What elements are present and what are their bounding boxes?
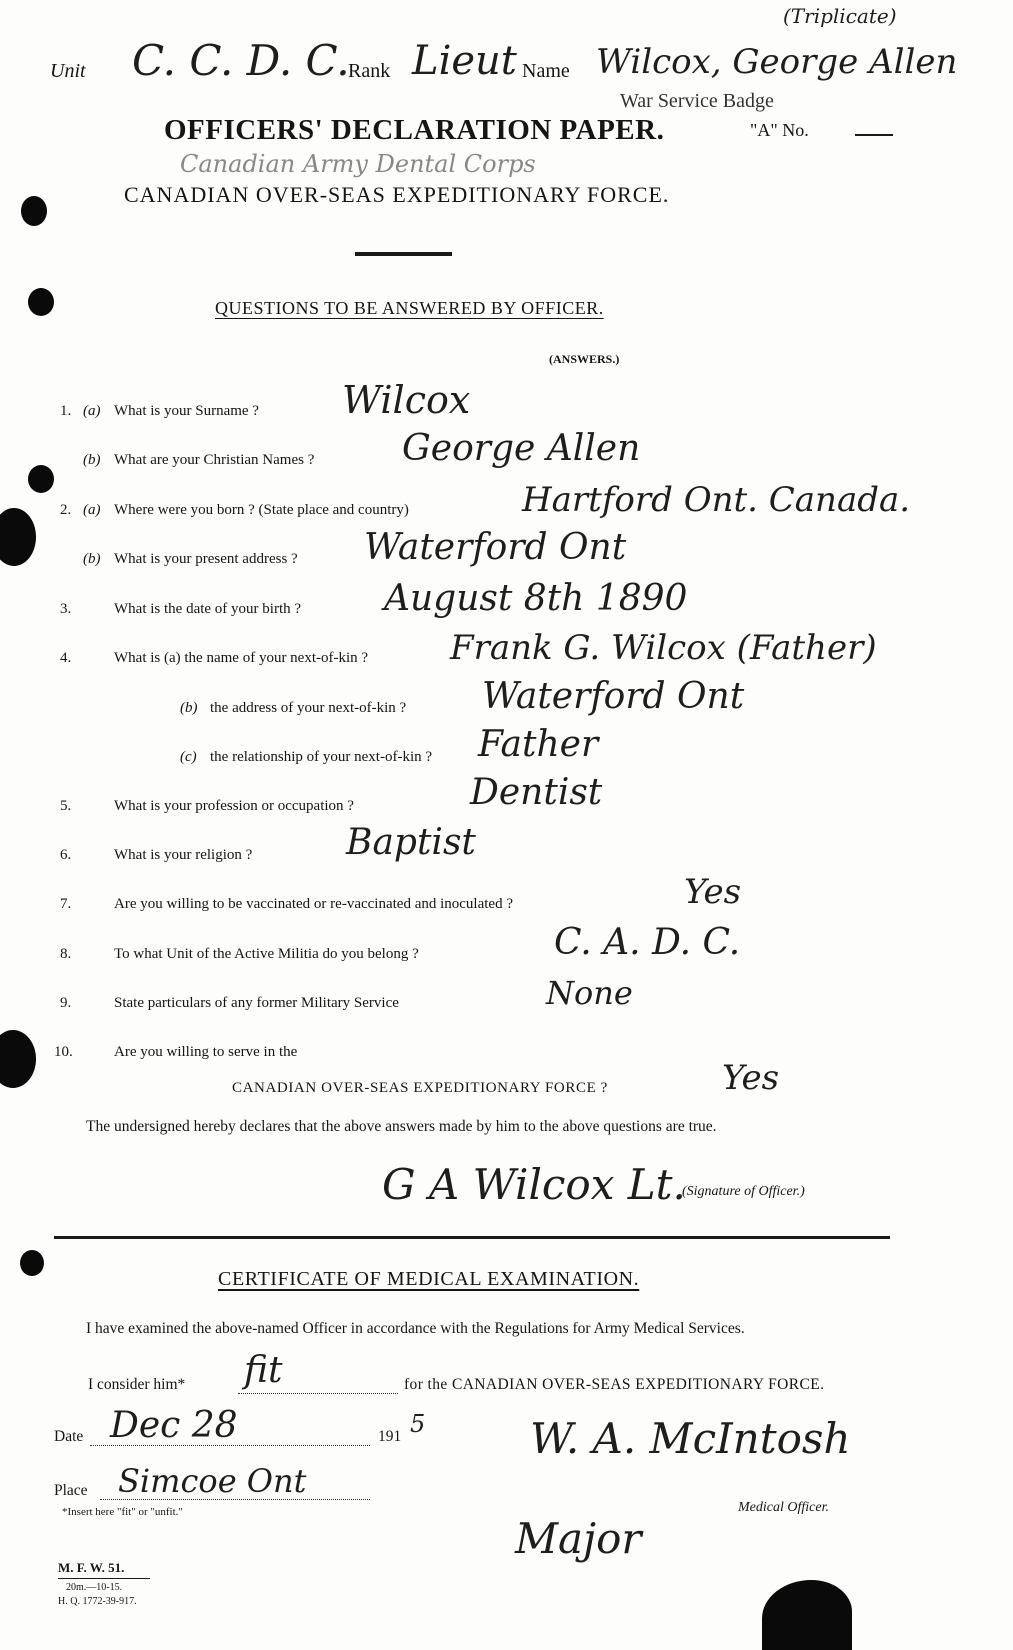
document-subtitle: CANADIAN OVER-SEAS EXPEDITIONARY FORCE. <box>124 182 670 207</box>
question-kin-relationship: the relationship of your next-of-kin ? <box>210 749 433 765</box>
answer-surname: Wilcox <box>342 378 471 422</box>
badge-class-label: "A" No. <box>750 120 809 140</box>
declaration-text: The undersigned hereby declares that the above answers made by him to the above questions are true. <box>86 1118 717 1135</box>
questions-heading: QUESTIONS TO BE ANSWERED BY OFFICER. <box>215 298 604 318</box>
medical-officer-label: Medical Officer. <box>738 1500 829 1515</box>
question-birthplace: Where were you born ? (State place and country) <box>114 502 409 518</box>
medical-text: I have examined the above-named Officer in accordance with the Regulations for Army Medical Services. <box>86 1320 745 1337</box>
question-number: 8. <box>60 946 72 962</box>
consider-label: I consider him* <box>88 1376 186 1393</box>
answer-former-service: None <box>546 974 633 1012</box>
question-number: 3. <box>60 601 72 617</box>
question-number: 5. <box>60 798 72 814</box>
medical-heading: CERTIFICATE OF MEDICAL EXAMINATION. <box>218 1268 640 1290</box>
answer-kin-relationship: Father <box>478 724 599 765</box>
question-number: 6. <box>60 847 72 863</box>
question-religion: What is your religion ? <box>114 847 253 863</box>
punch-hole <box>0 1030 36 1088</box>
question-christian-names: What are your Christian Names ? <box>114 452 315 468</box>
place-label: Place <box>54 1482 88 1499</box>
unit-value: C. C. D. C. <box>132 36 350 85</box>
punch-hole <box>21 196 47 226</box>
date-value: Dec 28 <box>110 1405 238 1446</box>
question-number: 1. <box>60 403 72 419</box>
question-sub: (c) <box>180 749 197 765</box>
triplicate-note: (Triplicate) <box>783 4 897 28</box>
question-birth-date: What is the date of your birth ? <box>114 601 302 617</box>
question-former-service: State particulars of any former Military Service <box>114 995 399 1011</box>
question-sub: (a) <box>83 502 101 518</box>
question-number: 2. <box>60 502 72 518</box>
date-label: Date <box>54 1428 84 1445</box>
medical-officer-rank: Major <box>515 1514 642 1563</box>
question-sub: (b) <box>83 551 101 567</box>
name-label: Name <box>522 60 570 82</box>
year-prefix: 191 <box>378 1428 402 1445</box>
punch-hole <box>20 1250 44 1276</box>
question-number: 7. <box>60 896 72 912</box>
officer-signature: G A Wilcox Lt. <box>382 1160 686 1209</box>
war-service-badge-label: War Service Badge <box>620 90 774 112</box>
question-sub: (b) <box>180 700 198 716</box>
question-present-address: What is your present address ? <box>114 551 298 567</box>
question-militia-unit: To what Unit of the Active Militia do you belong ? <box>114 946 419 962</box>
question-surname: What is your Surname ? <box>114 403 259 419</box>
corps-note: Canadian Army Dental Corps <box>180 150 536 178</box>
answer-next-of-kin: Frank G. Wilcox (Father) <box>450 628 877 668</box>
question-willing-to-serve: Are you willing to serve in the <box>114 1044 298 1060</box>
answer-religion: Baptist <box>346 822 476 863</box>
unit-label: Unit <box>50 60 86 82</box>
question-next-of-kin: What is (a) the name of your next-of-kin ? <box>114 650 369 666</box>
question-number: 9. <box>60 995 72 1011</box>
officer-signature-label: (Signature of Officer.) <box>682 1184 805 1199</box>
question-number: 10. <box>54 1044 73 1060</box>
answer-present-address: Waterford Ont <box>364 527 627 568</box>
question-willing-to-serve-line2: CANADIAN OVER-SEAS EXPEDITIONARY FORCE ? <box>232 1080 608 1096</box>
answer-militia-unit: C. A. D. C. <box>554 922 741 963</box>
place-value: Simcoe Ont <box>118 1462 307 1500</box>
answer-profession: Dentist <box>470 772 603 813</box>
form-print-run: 20m.—10-15. <box>66 1582 123 1593</box>
answer-christian-names: George Allen <box>402 428 641 469</box>
punch-hole <box>28 288 54 316</box>
answer-vaccinated: Yes <box>684 872 742 912</box>
insert-note: *Insert here "fit" or "unfit." <box>62 1506 183 1518</box>
form-number: M. F. W. 51. <box>58 1560 125 1575</box>
question-profession: What is your profession or occupation ? <box>114 798 354 814</box>
ink-blot <box>762 1580 852 1650</box>
answer-willing-to-serve: Yes <box>722 1058 780 1098</box>
document-title: OFFICERS' DECLARATION PAPER. <box>164 114 665 146</box>
consider-value: fit <box>244 1350 283 1391</box>
question-sub: (b) <box>83 452 101 468</box>
question-kin-address: the address of your next-of-kin ? <box>210 700 407 716</box>
year-value: 5 <box>410 1410 426 1438</box>
answer-kin-address: Waterford Ont <box>482 676 745 717</box>
rank-label: Rank <box>348 60 391 82</box>
medical-officer-signature: W. A. McIntosh <box>530 1414 851 1463</box>
rank-value: Lieut <box>412 38 517 84</box>
answer-birthplace: Hartford Ont. Canada. <box>522 480 911 520</box>
form-hq-number: H. Q. 1772-39-917. <box>58 1596 137 1607</box>
answers-label: (ANSWERS.) <box>549 352 620 366</box>
answer-birth-date: August 8th 1890 <box>384 578 688 619</box>
punch-hole <box>0 508 36 566</box>
name-value: Wilcox, George Allen <box>596 42 958 82</box>
question-number: 4. <box>60 650 72 666</box>
question-vaccinated: Are you willing to be vaccinated or re-vaccinated and inoculated ? <box>114 896 513 912</box>
consider-suffix: for the CANADIAN OVER-SEAS EXPEDITIONARY FORCE. <box>404 1376 825 1393</box>
question-sub: (a) <box>83 403 101 419</box>
punch-hole <box>28 465 54 493</box>
